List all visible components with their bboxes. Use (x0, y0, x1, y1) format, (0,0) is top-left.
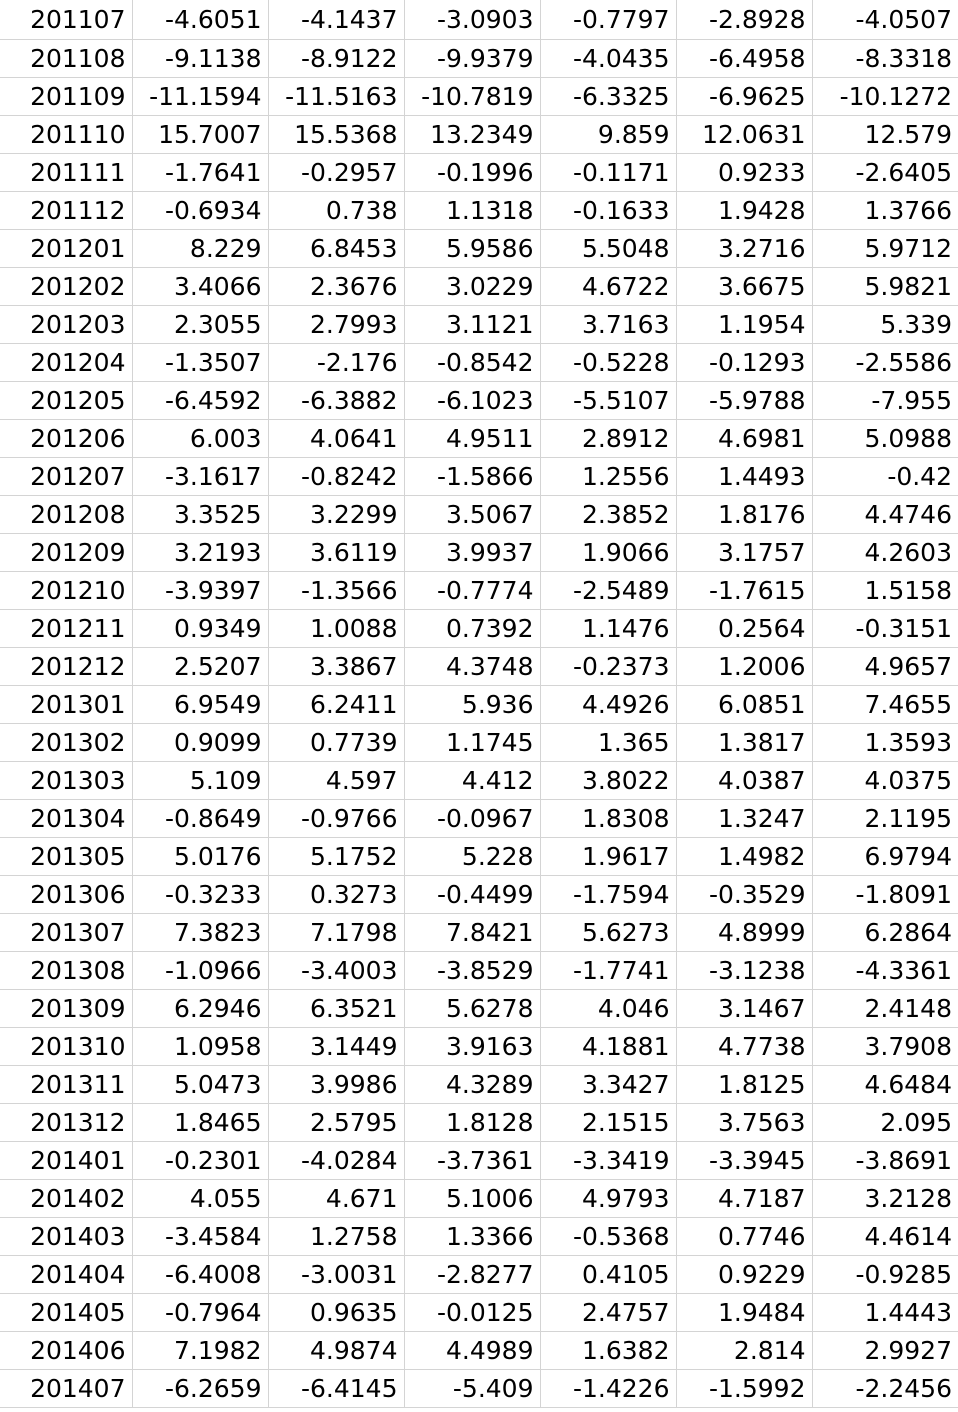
table-row (0, 191, 958, 229)
value-cell[interactable]: -1.5866 (404, 457, 540, 495)
value-cell[interactable]: 2.4148 (812, 989, 958, 1027)
value-cell[interactable]: 3.1757 (676, 533, 812, 571)
value-cell[interactable]: -3.7361 (404, 1141, 540, 1179)
value-cell[interactable]: -0.1293 (676, 343, 812, 381)
value-cell[interactable]: -0.3233 (132, 875, 268, 913)
value-cell[interactable]: -1.5992 (676, 1369, 812, 1407)
table-row (0, 761, 958, 799)
value-cell[interactable]: -2.5586 (812, 343, 958, 381)
value-cell[interactable]: 0.9099 (132, 723, 268, 761)
value-cell[interactable]: -0.8242 (268, 457, 404, 495)
value-cell[interactable]: 2.4757 (540, 1293, 676, 1331)
value-cell[interactable]: -1.7594 (540, 875, 676, 913)
value-cell[interactable]: 0.3273 (268, 875, 404, 913)
value-cell[interactable]: 1.8176 (676, 495, 812, 533)
value-cell[interactable]: -1.7741 (540, 951, 676, 989)
table-row (0, 1369, 958, 1407)
value-cell[interactable]: 2.5207 (132, 647, 268, 685)
value-cell[interactable]: 6.9549 (132, 685, 268, 723)
value-cell[interactable]: -0.2957 (268, 153, 404, 191)
period-cell[interactable]: 201206 (0, 419, 132, 457)
value-cell[interactable]: 1.9484 (676, 1293, 812, 1331)
value-cell[interactable]: 4.9793 (540, 1179, 676, 1217)
value-cell[interactable]: 4.055 (132, 1179, 268, 1217)
value-cell[interactable]: 3.6675 (676, 267, 812, 305)
value-cell[interactable]: 2.095 (812, 1103, 958, 1141)
value-cell[interactable]: 6.2411 (268, 685, 404, 723)
period-cell[interactable]: 201303 (0, 761, 132, 799)
value-cell[interactable]: 3.1449 (268, 1027, 404, 1065)
period-cell[interactable]: 201208 (0, 495, 132, 533)
table-row (0, 1103, 958, 1141)
table-row (0, 951, 958, 989)
value-cell[interactable]: -0.1633 (540, 191, 676, 229)
value-cell[interactable]: -6.1023 (404, 381, 540, 419)
value-cell[interactable]: 3.0229 (404, 267, 540, 305)
value-cell[interactable]: -0.1171 (540, 153, 676, 191)
value-cell[interactable]: -11.1594 (132, 77, 268, 115)
value-cell[interactable]: 6.0851 (676, 685, 812, 723)
value-cell[interactable]: -2.8277 (404, 1255, 540, 1293)
value-cell[interactable]: 1.8125 (676, 1065, 812, 1103)
value-cell[interactable]: 7.3823 (132, 913, 268, 951)
value-cell[interactable]: -0.2373 (540, 647, 676, 685)
value-cell[interactable]: 1.9617 (540, 837, 676, 875)
value-cell[interactable]: -3.3419 (540, 1141, 676, 1179)
value-cell[interactable]: -6.4592 (132, 381, 268, 419)
value-cell[interactable]: 7.1982 (132, 1331, 268, 1369)
table-row (0, 799, 958, 837)
table-row (0, 229, 958, 267)
value-cell[interactable]: -0.9766 (268, 799, 404, 837)
period-cell[interactable]: 201405 (0, 1293, 132, 1331)
value-cell[interactable]: 15.7007 (132, 115, 268, 153)
value-cell[interactable]: 3.2128 (812, 1179, 958, 1217)
value-cell[interactable]: 1.9428 (676, 191, 812, 229)
value-cell[interactable]: 3.7163 (540, 305, 676, 343)
value-cell[interactable]: -1.8091 (812, 875, 958, 913)
value-cell[interactable]: 4.4926 (540, 685, 676, 723)
value-cell[interactable]: 7.8421 (404, 913, 540, 951)
value-cell[interactable]: 1.2758 (268, 1217, 404, 1255)
value-cell[interactable]: 4.6981 (676, 419, 812, 457)
value-cell[interactable]: 3.3427 (540, 1065, 676, 1103)
value-cell[interactable]: 1.365 (540, 723, 676, 761)
value-cell[interactable]: -2.8928 (676, 0, 812, 39)
table-row (0, 495, 958, 533)
value-cell[interactable]: 2.3676 (268, 267, 404, 305)
value-cell[interactable]: -5.409 (404, 1369, 540, 1407)
value-cell[interactable]: -8.3318 (812, 39, 958, 77)
table-row (0, 685, 958, 723)
value-cell[interactable]: -0.3151 (812, 609, 958, 647)
value-cell[interactable]: 5.6278 (404, 989, 540, 1027)
value-cell[interactable]: 2.5795 (268, 1103, 404, 1141)
value-cell[interactable]: -1.3566 (268, 571, 404, 609)
value-cell[interactable]: 8.229 (132, 229, 268, 267)
value-cell[interactable]: -3.9397 (132, 571, 268, 609)
value-cell[interactable]: 1.8308 (540, 799, 676, 837)
period-cell[interactable]: 201202 (0, 267, 132, 305)
value-cell[interactable]: 3.6119 (268, 533, 404, 571)
value-cell[interactable]: -4.0507 (812, 0, 958, 39)
value-cell[interactable]: 0.4105 (540, 1255, 676, 1293)
value-cell[interactable]: 4.7187 (676, 1179, 812, 1217)
value-cell[interactable]: -1.7615 (676, 571, 812, 609)
value-cell[interactable]: -2.5489 (540, 571, 676, 609)
period-cell[interactable]: 201301 (0, 685, 132, 723)
value-cell[interactable]: -6.9625 (676, 77, 812, 115)
period-cell[interactable]: 201407 (0, 1369, 132, 1407)
value-cell[interactable]: -6.4958 (676, 39, 812, 77)
value-cell[interactable]: -1.3507 (132, 343, 268, 381)
value-cell[interactable]: -3.4584 (132, 1217, 268, 1255)
value-cell[interactable]: 5.9712 (812, 229, 958, 267)
value-cell[interactable]: -0.42 (812, 457, 958, 495)
value-cell[interactable]: 5.1006 (404, 1179, 540, 1217)
value-cell[interactable]: -6.2659 (132, 1369, 268, 1407)
table-row (0, 875, 958, 913)
value-cell[interactable]: 5.9821 (812, 267, 958, 305)
value-cell[interactable]: -6.4008 (132, 1255, 268, 1293)
period-cell[interactable]: 201404 (0, 1255, 132, 1293)
value-cell[interactable]: 9.859 (540, 115, 676, 153)
table-row (0, 0, 958, 39)
period-cell[interactable]: 201109 (0, 77, 132, 115)
value-cell[interactable]: -0.1996 (404, 153, 540, 191)
table-row (0, 343, 958, 381)
value-cell[interactable]: 3.9937 (404, 533, 540, 571)
value-cell[interactable]: -1.0966 (132, 951, 268, 989)
period-cell[interactable]: 201111 (0, 153, 132, 191)
value-cell[interactable]: 0.9233 (676, 153, 812, 191)
value-cell[interactable]: 4.1881 (540, 1027, 676, 1065)
value-cell[interactable]: -3.0903 (404, 0, 540, 39)
value-cell[interactable]: -8.9122 (268, 39, 404, 77)
value-cell[interactable]: 4.8999 (676, 913, 812, 951)
value-cell[interactable]: 1.3366 (404, 1217, 540, 1255)
value-cell[interactable]: -4.0284 (268, 1141, 404, 1179)
value-cell[interactable]: 5.936 (404, 685, 540, 723)
table-row (0, 1179, 958, 1217)
value-cell[interactable]: -0.8542 (404, 343, 540, 381)
period-cell[interactable]: 201201 (0, 229, 132, 267)
value-cell[interactable]: 5.228 (404, 837, 540, 875)
value-cell[interactable]: -7.955 (812, 381, 958, 419)
value-cell[interactable]: 3.9163 (404, 1027, 540, 1065)
value-cell[interactable]: 4.6484 (812, 1065, 958, 1103)
period-cell[interactable]: 201108 (0, 39, 132, 77)
value-cell[interactable]: -0.2301 (132, 1141, 268, 1179)
value-cell[interactable]: 4.412 (404, 761, 540, 799)
period-cell[interactable]: 201402 (0, 1179, 132, 1217)
value-cell[interactable]: -0.7774 (404, 571, 540, 609)
value-cell[interactable]: 5.339 (812, 305, 958, 343)
value-cell[interactable]: -3.4003 (268, 951, 404, 989)
value-cell[interactable]: -4.0435 (540, 39, 676, 77)
period-cell[interactable]: 201110 (0, 115, 132, 153)
period-cell[interactable]: 201204 (0, 343, 132, 381)
value-cell[interactable]: 4.597 (268, 761, 404, 799)
table-row (0, 989, 958, 1027)
period-cell[interactable]: 201203 (0, 305, 132, 343)
table-row (0, 609, 958, 647)
period-cell[interactable]: 201307 (0, 913, 132, 951)
table-row (0, 419, 958, 457)
value-cell[interactable]: -3.1617 (132, 457, 268, 495)
table-row (0, 533, 958, 571)
value-cell[interactable]: -3.8529 (404, 951, 540, 989)
value-cell[interactable]: -1.4226 (540, 1369, 676, 1407)
value-cell[interactable]: 0.7739 (268, 723, 404, 761)
value-cell[interactable]: 2.1515 (540, 1103, 676, 1141)
table-row (0, 1217, 958, 1255)
value-cell[interactable]: -11.5163 (268, 77, 404, 115)
value-cell[interactable]: 1.1318 (404, 191, 540, 229)
table-row (0, 115, 958, 153)
period-cell[interactable]: 201311 (0, 1065, 132, 1103)
value-cell[interactable]: 2.814 (676, 1331, 812, 1369)
value-cell[interactable]: 1.8465 (132, 1103, 268, 1141)
value-cell[interactable]: 4.0641 (268, 419, 404, 457)
value-cell[interactable]: 1.2006 (676, 647, 812, 685)
value-cell[interactable]: -0.7797 (540, 0, 676, 39)
value-cell[interactable]: 6.2946 (132, 989, 268, 1027)
value-cell[interactable]: 1.1476 (540, 609, 676, 647)
table-row (0, 1255, 958, 1293)
period-cell[interactable]: 201107 (0, 0, 132, 39)
value-cell[interactable]: -5.5107 (540, 381, 676, 419)
value-cell[interactable]: 2.1195 (812, 799, 958, 837)
period-cell[interactable]: 201212 (0, 647, 132, 685)
value-cell[interactable]: 15.5368 (268, 115, 404, 153)
period-cell[interactable]: 201211 (0, 609, 132, 647)
value-cell[interactable]: -9.1138 (132, 39, 268, 77)
value-cell[interactable]: 3.2299 (268, 495, 404, 533)
value-cell[interactable]: -0.4499 (404, 875, 540, 913)
value-cell[interactable]: -0.0967 (404, 799, 540, 837)
value-cell[interactable]: -6.3325 (540, 77, 676, 115)
value-cell[interactable]: 4.4614 (812, 1217, 958, 1255)
value-cell[interactable]: 1.3817 (676, 723, 812, 761)
value-cell[interactable]: 1.5158 (812, 571, 958, 609)
value-cell[interactable]: -0.6934 (132, 191, 268, 229)
value-cell[interactable]: -3.1238 (676, 951, 812, 989)
value-cell[interactable]: 3.3867 (268, 647, 404, 685)
value-cell[interactable]: -2.2456 (812, 1369, 958, 1407)
table-row (0, 77, 958, 115)
value-cell[interactable]: -9.9379 (404, 39, 540, 77)
value-cell[interactable]: -5.9788 (676, 381, 812, 419)
value-cell[interactable]: 3.2193 (132, 533, 268, 571)
value-cell[interactable]: 5.0176 (132, 837, 268, 875)
table-row (0, 39, 958, 77)
value-cell[interactable]: -2.176 (268, 343, 404, 381)
value-cell[interactable]: -2.6405 (812, 153, 958, 191)
value-cell[interactable]: 0.7746 (676, 1217, 812, 1255)
value-cell[interactable]: 4.9657 (812, 647, 958, 685)
value-cell[interactable]: 13.2349 (404, 115, 540, 153)
value-cell[interactable]: 2.3852 (540, 495, 676, 533)
value-cell[interactable]: 0.2564 (676, 609, 812, 647)
value-cell[interactable]: -4.6051 (132, 0, 268, 39)
value-cell[interactable]: 0.738 (268, 191, 404, 229)
period-cell[interactable]: 201305 (0, 837, 132, 875)
value-cell[interactable]: 0.9349 (132, 609, 268, 647)
value-cell[interactable]: 1.1745 (404, 723, 540, 761)
value-cell[interactable]: 5.0988 (812, 419, 958, 457)
period-cell[interactable]: 201310 (0, 1027, 132, 1065)
value-cell[interactable]: 5.0473 (132, 1065, 268, 1103)
value-cell[interactable]: 4.4989 (404, 1331, 540, 1369)
table-row (0, 1331, 958, 1369)
value-cell[interactable]: -6.3882 (268, 381, 404, 419)
table-row (0, 913, 958, 951)
period-cell[interactable]: 201304 (0, 799, 132, 837)
value-cell[interactable]: 4.2603 (812, 533, 958, 571)
value-cell[interactable]: 3.1121 (404, 305, 540, 343)
period-cell[interactable]: 201112 (0, 191, 132, 229)
period-cell[interactable]: 201309 (0, 989, 132, 1027)
value-cell[interactable]: 1.2556 (540, 457, 676, 495)
value-cell[interactable]: 1.0958 (132, 1027, 268, 1065)
table-row (0, 647, 958, 685)
period-cell[interactable]: 201306 (0, 875, 132, 913)
value-cell[interactable]: 2.3055 (132, 305, 268, 343)
value-cell[interactable]: 12.0631 (676, 115, 812, 153)
value-cell[interactable]: 6.2864 (812, 913, 958, 951)
period-cell[interactable]: 201406 (0, 1331, 132, 1369)
value-cell[interactable]: 3.1467 (676, 989, 812, 1027)
value-cell[interactable]: 4.6722 (540, 267, 676, 305)
table-row (0, 153, 958, 191)
value-cell[interactable]: 0.9635 (268, 1293, 404, 1331)
value-cell[interactable]: 4.0375 (812, 761, 958, 799)
value-cell[interactable]: 4.3748 (404, 647, 540, 685)
value-cell[interactable]: 4.9874 (268, 1331, 404, 1369)
value-cell[interactable]: 4.4746 (812, 495, 958, 533)
value-cell[interactable]: 3.3525 (132, 495, 268, 533)
value-cell[interactable]: -0.3529 (676, 875, 812, 913)
value-cell[interactable]: -3.8691 (812, 1141, 958, 1179)
value-cell[interactable]: 5.109 (132, 761, 268, 799)
value-cell[interactable]: 12.579 (812, 115, 958, 153)
table-row (0, 1293, 958, 1331)
table-row (0, 723, 958, 761)
table-row (0, 1027, 958, 1065)
table-row (0, 457, 958, 495)
period-cell[interactable]: 201308 (0, 951, 132, 989)
table-row (0, 267, 958, 305)
value-cell[interactable]: 4.7738 (676, 1027, 812, 1065)
value-cell[interactable]: -3.0031 (268, 1255, 404, 1293)
value-cell[interactable]: -0.7964 (132, 1293, 268, 1331)
value-cell[interactable]: 4.3289 (404, 1065, 540, 1103)
value-cell[interactable]: -0.5228 (540, 343, 676, 381)
period-cell[interactable]: 201312 (0, 1103, 132, 1141)
period-cell[interactable]: 201207 (0, 457, 132, 495)
table-row (0, 381, 958, 419)
value-cell[interactable]: 1.4493 (676, 457, 812, 495)
value-cell[interactable]: 1.1954 (676, 305, 812, 343)
value-cell[interactable]: 3.7908 (812, 1027, 958, 1065)
value-cell[interactable]: 2.8912 (540, 419, 676, 457)
value-cell[interactable]: 0.7392 (404, 609, 540, 647)
table-row (0, 1065, 958, 1103)
value-cell[interactable]: 5.9586 (404, 229, 540, 267)
value-cell[interactable]: 3.2716 (676, 229, 812, 267)
value-cell[interactable]: 7.4655 (812, 685, 958, 723)
value-cell[interactable]: -3.3945 (676, 1141, 812, 1179)
value-cell[interactable]: 1.0088 (268, 609, 404, 647)
value-cell[interactable]: 6.9794 (812, 837, 958, 875)
value-cell[interactable]: -0.9285 (812, 1255, 958, 1293)
value-cell[interactable]: 3.9986 (268, 1065, 404, 1103)
value-cell[interactable]: 3.7563 (676, 1103, 812, 1141)
value-cell[interactable]: 1.9066 (540, 533, 676, 571)
period-cell[interactable]: 201403 (0, 1217, 132, 1255)
value-cell[interactable]: -0.8649 (132, 799, 268, 837)
value-cell[interactable]: 5.5048 (540, 229, 676, 267)
value-cell[interactable]: 4.671 (268, 1179, 404, 1217)
value-cell[interactable]: 1.3766 (812, 191, 958, 229)
period-cell[interactable]: 201205 (0, 381, 132, 419)
value-cell[interactable]: 5.1752 (268, 837, 404, 875)
value-cell[interactable]: -0.5368 (540, 1217, 676, 1255)
value-cell[interactable]: 2.7993 (268, 305, 404, 343)
value-cell[interactable]: 6.8453 (268, 229, 404, 267)
value-cell[interactable]: -1.7641 (132, 153, 268, 191)
value-cell[interactable]: -6.4145 (268, 1369, 404, 1407)
value-cell[interactable]: -4.1437 (268, 0, 404, 39)
value-cell[interactable]: 3.5067 (404, 495, 540, 533)
value-cell[interactable]: 3.8022 (540, 761, 676, 799)
value-cell[interactable]: 4.9511 (404, 419, 540, 457)
value-cell[interactable]: 0.9229 (676, 1255, 812, 1293)
value-cell[interactable]: 1.3593 (812, 723, 958, 761)
table-row (0, 571, 958, 609)
value-cell[interactable]: 1.6382 (540, 1331, 676, 1369)
value-cell[interactable]: -0.0125 (404, 1293, 540, 1331)
value-cell[interactable]: -10.7819 (404, 77, 540, 115)
value-cell[interactable]: -10.1272 (812, 77, 958, 115)
value-cell[interactable]: 7.1798 (268, 913, 404, 951)
value-cell[interactable]: 5.6273 (540, 913, 676, 951)
table-row (0, 837, 958, 875)
period-cell[interactable]: 201302 (0, 723, 132, 761)
value-cell[interactable]: 1.4982 (676, 837, 812, 875)
table-row (0, 1141, 958, 1179)
value-cell[interactable]: 1.4443 (812, 1293, 958, 1331)
period-cell[interactable]: 201401 (0, 1141, 132, 1179)
period-cell[interactable]: 201209 (0, 533, 132, 571)
value-cell[interactable]: 6.003 (132, 419, 268, 457)
value-cell[interactable]: 1.3247 (676, 799, 812, 837)
period-cell[interactable]: 201210 (0, 571, 132, 609)
value-cell[interactable]: 4.0387 (676, 761, 812, 799)
value-cell[interactable]: 6.3521 (268, 989, 404, 1027)
value-cell[interactable]: -4.3361 (812, 951, 958, 989)
table-row (0, 305, 958, 343)
value-cell[interactable]: 2.9927 (812, 1331, 958, 1369)
value-cell[interactable]: 1.8128 (404, 1103, 540, 1141)
value-cell[interactable]: 4.046 (540, 989, 676, 1027)
value-cell[interactable]: 3.4066 (132, 267, 268, 305)
